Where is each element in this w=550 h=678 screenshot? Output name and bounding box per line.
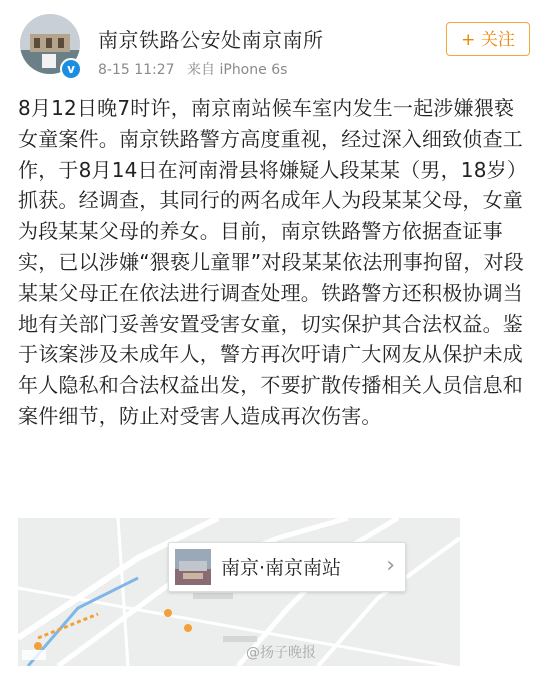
chevron-right-icon: ›: [386, 553, 395, 578]
post-meta: [98, 59, 295, 79]
post-text: 8月12日晚7时许，南京南站候车室内发生一起涉嫌猥亵女童案件。南京铁路警方高度重视，经过深入细致侦查工作，于8月14日在河南滑县将嫌疑人段某某（男，18岁）抓获。经调查，其同行的两名成年人为段某某父母，女童为段某某父母的养女。目前，南京铁路警方依据查证事实，已以涉嫌“猥亵儿童罪”对段某某依法刑事拘留，对段某某父母正在依法进行调查处理。铁路警方还积极协调当地有关部门妥善安置受害女童，切实保护其合法权益。鉴于该案涉及未成年人，警方再次吁请广大网友从保护未成年人隐私和合法权益出发，不要扩散传播相关人员信息和案件细节，防止对受害人造成再次伤害。: [18, 96, 528, 428]
follow-button[interactable]: + 关注: [446, 22, 530, 56]
post-source: 来自 iPhone 6s: [187, 62, 288, 78]
location-name: 南京·南京南站: [221, 557, 342, 579]
post-header: [0, 0, 550, 90]
location-map[interactable]: [18, 518, 460, 666]
verified-badge-icon: v: [60, 58, 82, 80]
location-thumbnail: [175, 549, 211, 585]
username[interactable]: 南京铁路公安处南京南所: [98, 28, 324, 52]
map-image: [18, 518, 460, 666]
location-card[interactable]: [168, 542, 406, 592]
timestamp: 8-15 11:27: [98, 62, 175, 78]
watermark: @扬子晚报: [246, 645, 316, 661]
